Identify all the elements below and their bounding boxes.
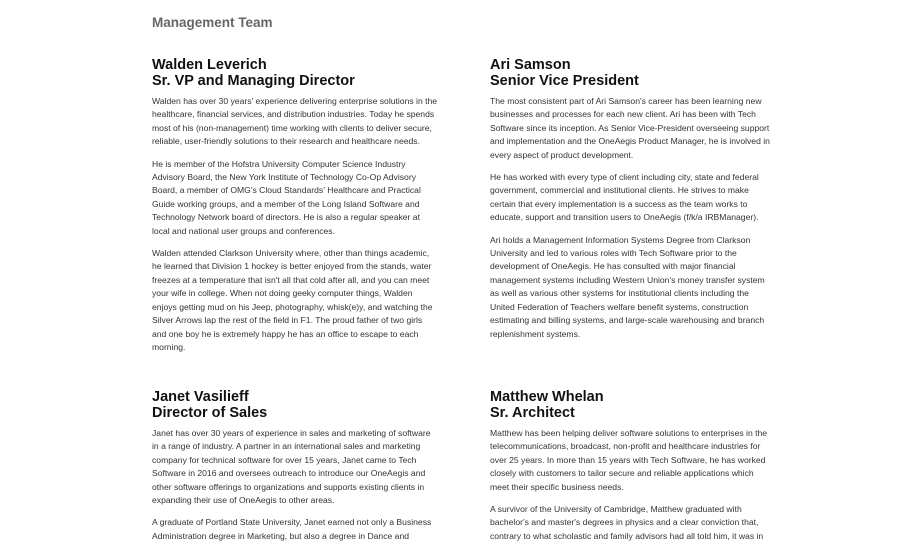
member-name: Matthew Whelan bbox=[490, 389, 604, 405]
page-title: Management Team bbox=[152, 15, 273, 30]
member-bio-paragraph: He is member of the Hofstra University Computer Science Industry Advisory Board, the New York Institute of Technology Co-Op Advisory Board, a member of OMG's Cloud Standards' Healthcare and Practical Guide working groups, and a member of the Long Island Software and Technology Network board of directors. He is also a regular speaker at local and national user groups and conferences. bbox=[152, 158, 421, 236]
member-bio-paragraph: The most consistent part of Ari Samson's career has been learning new businesses and processes for each new client. Ari has been with Tech Software since its inception. As Senior Vice-President overseeing support and implementation and the OneAegis Product Manager, he is involved in every aspect of product development. bbox=[490, 96, 770, 160]
member-name: Ari Samson bbox=[490, 57, 571, 73]
member-bio-paragraph: Walden attended Clarkson University where, other than things academic, he learned that Division 1 hockey is better enjoyed from the stands, water freezes at a temperature that isn't all that cold after all, and you can meet your wife in college. When not doing geeky computer things, Walden enjoys getting mud on his Jeep, photography, whisk(e)y, and watching the Silver Arrows lap the rest of the field in F1. The proud father of two girls and one boy he is extremely happy he has an office to escape to each morning. bbox=[152, 248, 433, 352]
member-bio-paragraph: A survivor of the University of Cambridge, Matthew graduated with bachelor's and master's degrees in physics and a clear conviction that, contrary to what scholastic and family advisors had all told him, it was in bbox=[490, 504, 764, 541]
member-bio-paragraph: A graduate of Portland State University, Janet earned not only a Business Administration degree in Marketing, but also a degree in Dance and bbox=[152, 517, 432, 541]
member-heading bbox=[490, 57, 775, 89]
member-heading bbox=[152, 389, 438, 421]
member-bio-paragraph: He has worked with every type of client including city, state and federal government, commercial and institutional clients. He strives to make certain that every implementation is a success as the team works to educate, support and transition users to OneAegis (f/k/a IRBManager). bbox=[490, 172, 759, 223]
member-bio-paragraph: Walden has over 30 years' experience delivering enterprise solutions in the healthcare, financial services, and distribution industries. Today he spends most of his (non-management) time working with clients to deliver secure, reliable, user-friendly solutions to their research and healthcare needs. bbox=[152, 96, 438, 147]
member-heading bbox=[152, 57, 438, 89]
member-name: Janet Vasilieff bbox=[152, 389, 249, 405]
member-bio-paragraph: Janet has over 30 years of experience in sales and marketing of software in a range of industry. A partner in an international sales and marketing company for technical software for over 15 years, Janet came to Tech Software in 2016 and oversees outreach to introduce our OneAegis and other software offerings to organizations and supports existing clients in expanding their use of OneAegis to other areas. bbox=[152, 428, 431, 506]
team-member-ari-samson bbox=[490, 57, 775, 350]
team-member-walden-leverich bbox=[152, 57, 438, 363]
member-role: Sr. Architect bbox=[490, 405, 575, 421]
team-member-janet-vasilieff bbox=[152, 389, 438, 552]
member-bio-paragraph: Ari holds a Management Information Systems Degree from Clarkson University and led to various roles with Tech Software prior to the development of OneAegis. He has consulted with major financial management systems including Western Union's money transfer system as well as various other systems for institutional clients including the United Federation of Teachers welfare benefit systems, construction estimating and billing systems, and large-scale warehousing and branch replenishment systems. bbox=[490, 234, 765, 339]
member-role: Senior Vice President bbox=[490, 73, 639, 89]
member-role: Sr. VP and Managing Director bbox=[152, 73, 355, 89]
team-member-matthew-whelan bbox=[490, 389, 775, 552]
member-heading bbox=[490, 389, 775, 421]
member-bio-paragraph: Matthew has been helping deliver software solutions to enterprises in the telecommunications, broadcast, non-profit and healthcare industries for over 25 years. In more than 15 years with Tech Software, he has worked closely with customers to tailor secure and reliable applications which meet their specific business needs. bbox=[490, 428, 768, 492]
member-role: Director of Sales bbox=[152, 405, 268, 421]
member-name: Walden Leverich bbox=[152, 57, 267, 73]
